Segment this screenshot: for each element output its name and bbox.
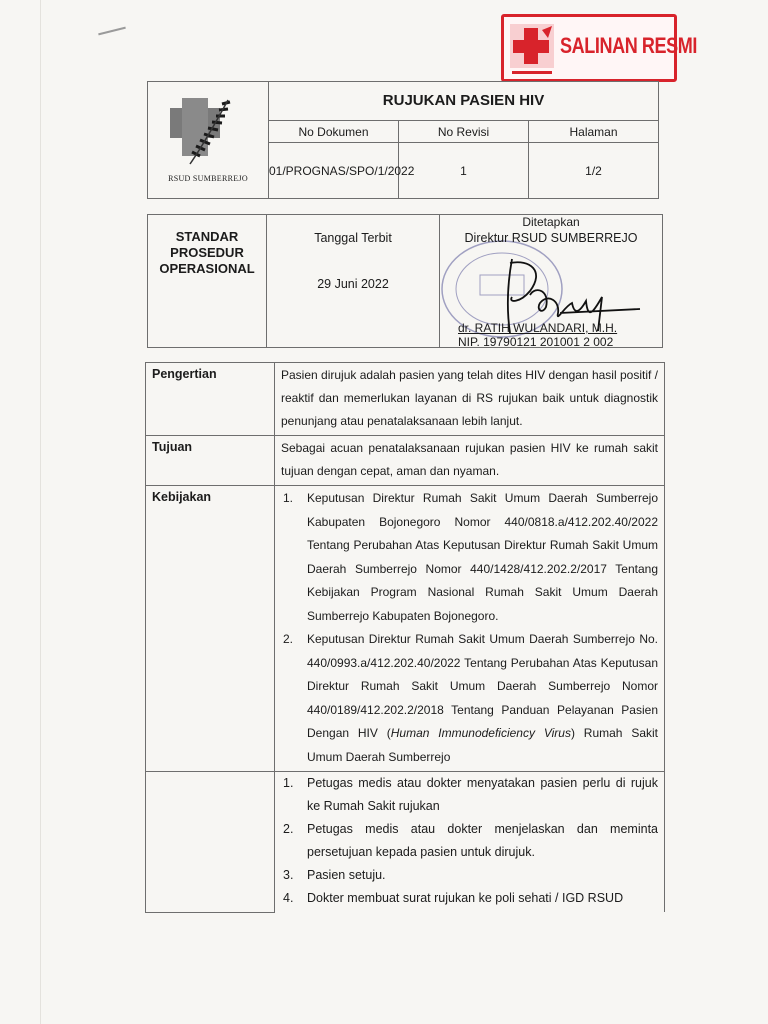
kebijakan-label: Kebijakan bbox=[146, 486, 275, 772]
sop-info-table bbox=[147, 214, 663, 348]
list-item bbox=[281, 887, 658, 910]
list-item-number: 2. bbox=[283, 822, 294, 836]
kebijakan-list bbox=[281, 487, 658, 769]
issue-date-value: 29 Juni 2022 bbox=[317, 277, 389, 291]
list-item-text: Keputusan Direktur Rumah Sakit Umum Daerah Sumberrejo Kabupaten Bojonegoro Nomor 440/0818.a/412.202.40/2022 Tentang Perubahan Atas Keputusan Direktur Rumah Sakit Umum Daerah Sumberrejo Nomor 440/1428/412.202.2/2017 Tentang Kebijakan Program Nasional Rumah Sakit Umum Daerah Sumberrejo Kabupaten Bojonegoro. bbox=[307, 491, 658, 623]
hospital-name: RSUD SUMBERREJO bbox=[168, 174, 248, 183]
ditetapkan-label: Ditetapkan bbox=[522, 215, 580, 229]
halaman-label: Halaman bbox=[529, 121, 659, 143]
stamp-logo-icon bbox=[508, 22, 556, 78]
list-item-text: Petugas medis atau dokter menyatakan pasien perlu di rujuk ke Rumah Sakit rujukan bbox=[307, 776, 658, 813]
list-item-number: 1. bbox=[283, 491, 294, 505]
page-edge bbox=[40, 0, 41, 1024]
pengertian-text: Pasien dirujuk adalah pasien yang telah dites HIV dengan hasil positif / reaktif dan memerlukan layanan di RS rujukan baik untuk diagnostik penunjang atau penatalaksanaan lebih lanjut. bbox=[275, 363, 665, 436]
list-item-number: 4. bbox=[283, 891, 294, 905]
issue-date-label: Tanggal Terbit bbox=[314, 231, 392, 245]
pengertian-label: Pengertian bbox=[146, 363, 275, 436]
list-item bbox=[281, 772, 658, 818]
director-nip: NIP. 19790121 201001 2 002 bbox=[458, 335, 614, 349]
tujuan-text: Sebagai acuan penatalaksanaan rujukan pasien HIV ke rumah sakit tujuan dengan cepat, aman dan nyaman. bbox=[275, 436, 665, 486]
tujuan-label: Tujuan bbox=[146, 436, 275, 486]
list-item-text: Petugas medis atau dokter menjelaskan dan meminta persetujuan kepada pasien untuk dirujuk. bbox=[307, 822, 658, 859]
list-item-number: 3. bbox=[283, 868, 294, 882]
hospital-logo-icon bbox=[170, 94, 246, 172]
salinan-resmi-stamp bbox=[501, 14, 697, 82]
list-item-text: Pasien setuju. bbox=[307, 868, 386, 882]
issue-date-cell bbox=[267, 215, 440, 348]
no-revisi-label: No Revisi bbox=[399, 121, 529, 143]
list-item-text: Keputusan Direktur Rumah Sakit Umum Daerah Sumberrejo No. 440/0993.a/412.202.40/2022 Tentang Perubahan Atas Keputusan Direktur Rumah Sakit Umum Daerah Sumberrejo Nomor 440/0189/412.202.2/2018 Tentang Panduan Pelayanan Pasien Dengan HIV ( bbox=[307, 632, 658, 740]
hospital-logo-cell bbox=[148, 82, 269, 199]
list-item-number: 1. bbox=[283, 776, 294, 790]
list-item-text: Dokter membuat surat rujukan ke poli sehati / IGD RSUD bbox=[307, 891, 624, 905]
list-item-text-end: ) Rumah Sakit Umum Daerah Sumberrejo bbox=[307, 726, 659, 764]
stamp-text: SALINAN RESMI bbox=[560, 33, 697, 58]
no-dokumen-value: 01/PROGNAS/SPO/1/2022 bbox=[269, 143, 399, 199]
no-revisi-value: 1 bbox=[399, 143, 529, 199]
no-dokumen-label: No Dokumen bbox=[269, 121, 399, 143]
list-item bbox=[281, 628, 658, 769]
document-title: RUJUKAN PASIEN HIV bbox=[269, 82, 659, 121]
sop-content-table bbox=[145, 362, 665, 913]
list-item bbox=[281, 487, 658, 628]
list-item-number: 2. bbox=[283, 632, 294, 646]
director-position: Direktur RSUD SUMBERREJO bbox=[464, 231, 638, 245]
list-item-italic-text: Human Immunodeficiency Virus bbox=[390, 726, 571, 740]
halaman-value: 1/2 bbox=[529, 143, 659, 199]
list-item bbox=[281, 864, 658, 887]
prosedur-label bbox=[146, 772, 275, 913]
director-name: dr. RATIH WULANDARI, M.H. bbox=[458, 321, 618, 335]
sop-label: STANDAR PROSEDUR OPERASIONAL bbox=[148, 215, 267, 348]
prosedur-list bbox=[281, 772, 658, 910]
kebijakan-content bbox=[275, 486, 665, 772]
prosedur-content bbox=[275, 772, 665, 913]
list-item bbox=[281, 818, 658, 864]
pen-mark bbox=[98, 27, 126, 36]
approval-cell bbox=[440, 215, 663, 348]
document-header-table bbox=[147, 81, 659, 199]
